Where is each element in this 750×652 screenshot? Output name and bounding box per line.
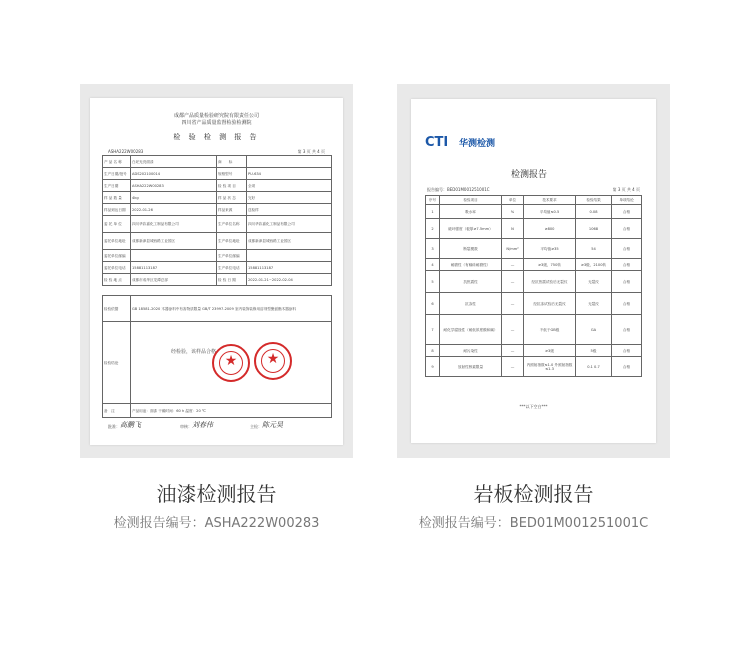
table-cell: 1	[426, 205, 440, 219]
table-cell: 不低于GB级	[524, 315, 576, 345]
info-label: 规格型号	[217, 168, 247, 180]
info-value	[131, 250, 217, 262]
table-cell: 7	[426, 315, 440, 345]
table-row	[426, 345, 642, 357]
table-cell: 合格	[612, 357, 642, 377]
cti-logo: CTI	[425, 135, 449, 150]
table-cell: 5	[426, 271, 440, 293]
table-cell: 平均值≥35	[524, 239, 576, 259]
inspector-signature: 陈元昊	[262, 421, 283, 429]
info-value: 成都新津县城西路工业园区	[131, 233, 217, 250]
info-label: 委 托 单 位	[103, 216, 131, 233]
info-value: 2022-01-26	[131, 204, 217, 216]
table-cell: 合格	[612, 293, 642, 315]
info-value: 2022-01-21~2022-02-04	[247, 274, 332, 286]
table-cell: —	[502, 345, 524, 357]
table-cell: 经抗热震试验后无裂纹	[524, 271, 576, 293]
table-row	[426, 271, 642, 293]
table-cell: 合格	[612, 259, 642, 271]
remark-label: 备 注	[103, 404, 131, 418]
slab-results-table	[425, 195, 642, 377]
table-header-cell: 序号	[426, 196, 440, 205]
info-row	[103, 180, 332, 192]
info-value: 15881113187	[131, 262, 217, 274]
info-value	[247, 250, 332, 262]
sign-label-approve: 批准：	[108, 424, 120, 429]
info-label: 样品来源	[217, 204, 247, 216]
table-row	[426, 315, 642, 345]
info-label: 生产日期	[103, 180, 131, 192]
doc-title: 检测报告	[511, 170, 548, 180]
table-header-cell: 检验结果	[576, 196, 612, 205]
table-cell: ≥3级，2100转	[576, 259, 612, 271]
cti-logo-cn: 华测检测	[459, 139, 496, 149]
reviewer-signature: 刘春伟	[192, 421, 213, 429]
approver-signature: 高鹏飞	[120, 421, 141, 429]
info-value	[247, 156, 332, 168]
info-label: 生产单位电话	[217, 262, 247, 274]
info-label: 生产单位名称	[217, 216, 247, 233]
page-number: 第 3 页 共 4 页	[612, 187, 640, 192]
slab-caption-title: 岩板检测报告	[473, 482, 594, 506]
info-row	[103, 216, 332, 233]
table-cell: N/mm²	[502, 239, 524, 259]
info-label: 商 标	[217, 156, 247, 168]
table-row	[426, 259, 642, 271]
table-cell: —	[502, 259, 524, 271]
table-cell: ≥3级，750转	[524, 259, 576, 271]
page-number: 第 3 页 共 4 页	[297, 149, 325, 154]
info-label: 样 品 状 态	[217, 192, 247, 204]
info-label: 检 验 日 期	[217, 274, 247, 286]
info-value: 四川华彩嘉化工制品有限公司	[131, 216, 217, 233]
sign-label-review: 审核：	[180, 424, 192, 429]
table-cell: 断裂模数	[440, 239, 502, 259]
official-seal-stamp: ★	[212, 344, 250, 382]
info-label: 检 验 项 目	[217, 180, 247, 192]
table-cell: ≥800	[524, 219, 576, 239]
doc-org-line2: 四川省产品质量监督检验检测院	[181, 120, 252, 126]
table-cell: 合格	[612, 219, 642, 239]
table-cell: 抗冻性	[440, 293, 502, 315]
table-cell: 3	[426, 239, 440, 259]
info-value: 送检样	[247, 204, 332, 216]
info-label: 生产单位邮编	[217, 250, 247, 262]
report-number: BED01M001251001C	[447, 187, 490, 192]
info-row	[103, 204, 332, 216]
conclusion-text: 经检验，该样品合格	[171, 349, 217, 355]
table-cell: 合格	[612, 345, 642, 357]
info-label: 产 品 名 称	[103, 156, 131, 168]
info-label: 委托单位地址	[103, 233, 131, 250]
remark-text: 产品用途：面漆 干燥时间：60 h 温度：20 ℃	[131, 404, 332, 418]
info-label: 检 验 地 点	[103, 274, 131, 286]
table-cell: 抗热震性	[440, 271, 502, 293]
table-row	[426, 239, 642, 259]
slab-report-card[interactable]	[397, 84, 670, 458]
table-cell: 无裂纹	[576, 293, 612, 315]
table-cell: 9	[426, 357, 440, 377]
slab-report-document	[411, 99, 656, 443]
info-value: ADS202100014	[131, 168, 217, 180]
table-cell: 耐化学腐蚀性（耐低浓度酸和碱）	[440, 315, 502, 345]
conclusion-label: 检验结论	[103, 322, 131, 404]
table-cell: 合格	[612, 239, 642, 259]
table-cell: —	[502, 315, 524, 345]
info-value: 成都新津县城西路工业园区	[247, 233, 332, 250]
table-cell: 0.08	[576, 205, 612, 219]
table-cell: 8	[426, 345, 440, 357]
table-cell: GA	[576, 315, 612, 345]
table-cell: 耐污染性	[440, 345, 502, 357]
table-cell: 合格	[612, 315, 642, 345]
info-label: 委托单位电话	[103, 262, 131, 274]
table-cell: 合格	[612, 271, 642, 293]
table-cell: ≥3级	[524, 345, 576, 357]
info-value: 完好	[247, 192, 332, 204]
table-cell: 平均值≤0.5	[524, 205, 576, 219]
paint-caption-title: 油漆检测报告	[156, 482, 277, 506]
info-row	[103, 250, 332, 262]
table-header-cell: 单项结论	[612, 196, 642, 205]
info-label: 生产日期/批号	[103, 168, 131, 180]
basis-text: GB 18581-2020 木器涂料中有害物质限量 GB/T 23997-2009 室内装饰装修用溶剂型聚氨酯木器涂料	[131, 296, 332, 322]
table-cell: 54	[576, 239, 612, 259]
table-cell: N	[502, 219, 524, 239]
table-row	[426, 205, 642, 219]
inspection-seal-stamp: ★	[254, 342, 292, 380]
sign-label-inspector: 主检：	[250, 424, 262, 429]
table-cell: 6	[426, 293, 440, 315]
table-cell: 0.1 0.7	[576, 357, 612, 377]
info-label: 委托单位邮编	[103, 250, 131, 262]
table-cell: 吸水率	[440, 205, 502, 219]
paint-report-document	[90, 98, 343, 445]
paint-report-card[interactable]	[80, 84, 353, 458]
info-row	[103, 192, 332, 204]
info-value: 成都市成华区龙潭总部	[131, 274, 217, 286]
table-cell: %	[502, 205, 524, 219]
info-value: 4kg	[131, 192, 217, 204]
table-header-cell: 检验项目	[440, 196, 502, 205]
table-cell: 耐磨性（有釉砖耐磨性）	[440, 259, 502, 271]
info-value: 15881113187	[247, 262, 332, 274]
info-row	[103, 233, 332, 250]
paint-info-table	[102, 155, 332, 286]
info-label: 样 品 数 量	[103, 192, 131, 204]
info-row	[103, 156, 332, 168]
info-row	[103, 274, 332, 286]
table-cell: 5级	[576, 345, 612, 357]
table-row	[426, 293, 642, 315]
table-cell: 2	[426, 219, 440, 239]
report-number-label: 报告编号：	[427, 187, 447, 192]
slab-caption-number: 检测报告编号：BED01M001251001C	[418, 516, 649, 531]
doc-org-line1: 成都产品质量检验研究院有限责任公司	[173, 113, 259, 119]
blank-footnote: ***以下空白***	[519, 404, 548, 409]
info-row	[103, 168, 332, 180]
basis-label: 检验依据	[103, 296, 131, 322]
info-value: 四川华彩嘉化工制品有限公司	[247, 216, 332, 233]
table-cell: 内照射指数≤1.0 外照射指数≤1.3	[524, 357, 576, 377]
table-row	[426, 357, 642, 377]
table-cell: 4	[426, 259, 440, 271]
table-header-cell: 技术要求	[524, 196, 576, 205]
info-label: 样品到达日期	[103, 204, 131, 216]
table-cell: 破坏强度（板厚≥7.5mm）	[440, 219, 502, 239]
info-value: 全项	[247, 180, 332, 192]
table-cell: 合格	[612, 205, 642, 219]
table-cell: 1068	[576, 219, 612, 239]
info-value: ASHA222W00283	[131, 180, 217, 192]
table-cell: —	[502, 293, 524, 315]
doc-title: 检 验 检 测 报 告	[173, 133, 260, 141]
table-row	[426, 219, 642, 239]
table-header-cell: 单位	[502, 196, 524, 205]
report-number: ASHA222W00283	[108, 149, 144, 154]
table-cell: —	[502, 357, 524, 377]
info-value: 白坯光亮面漆	[131, 156, 217, 168]
table-cell: —	[502, 271, 524, 293]
info-label: 生产单位地址	[217, 233, 247, 250]
table-cell: 经抗冻试验后无裂纹	[524, 293, 576, 315]
table-cell: 无裂纹	[576, 271, 612, 293]
info-row	[103, 262, 332, 274]
info-value: PU-634	[247, 168, 332, 180]
paint-caption-number: 检测报告编号：ASHA222W00283	[113, 516, 320, 531]
table-cell: 放射性核素限量	[440, 357, 502, 377]
